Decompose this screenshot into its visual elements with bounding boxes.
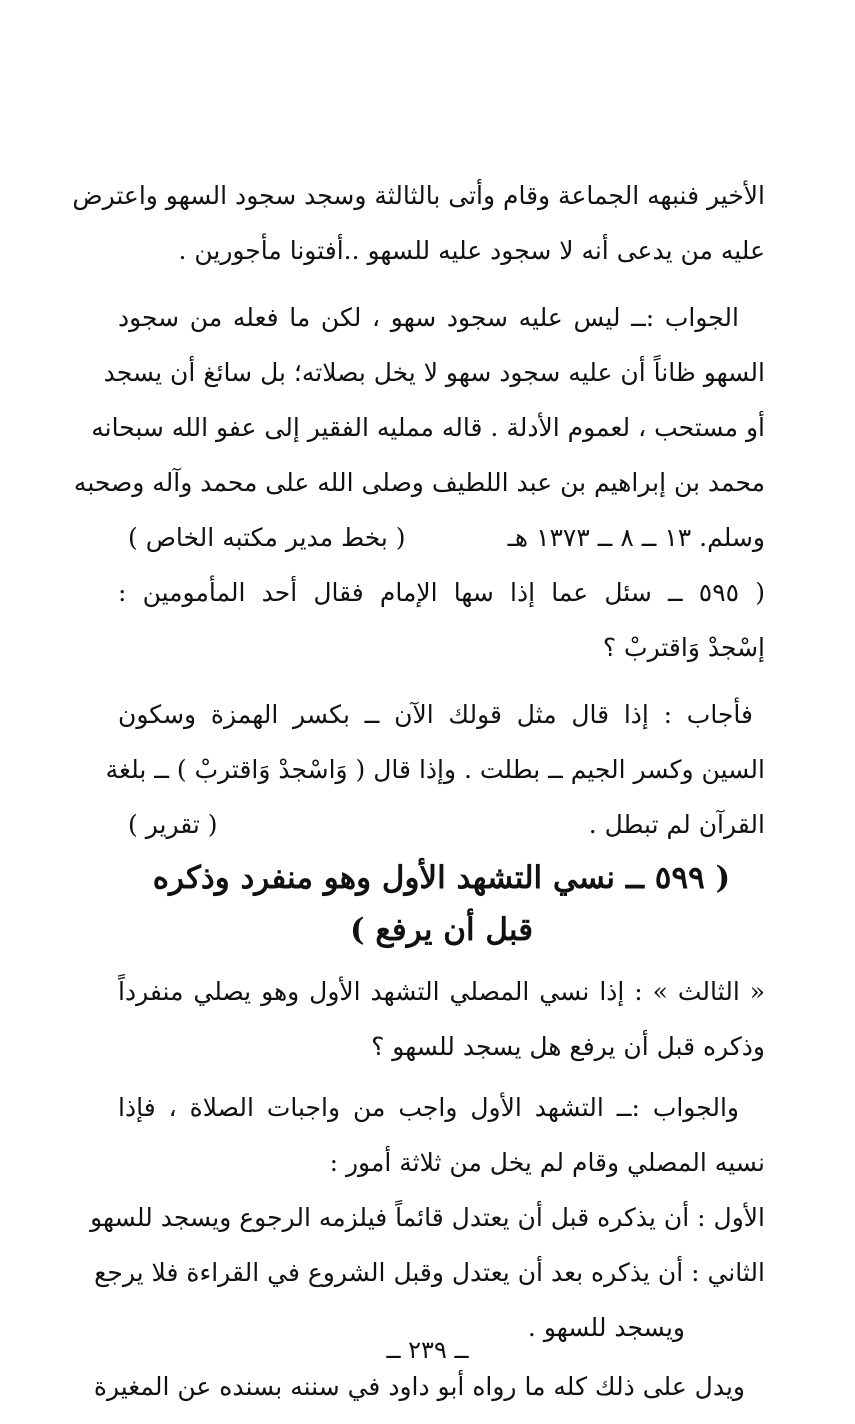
text-line: عليه من يدعى أنه لا سجود عليه للسهو ..أفتونا مأجورين . <box>178 236 765 265</box>
text-line: الجواب :ــ ليس عليه سجود سهو ، لكن ما فعله من سجود <box>118 303 739 332</box>
answer-595 <box>105 687 765 852</box>
document-page <box>72 168 765 1414</box>
question-599 <box>118 964 765 1074</box>
text-line: ويسجد للسهو . <box>527 1313 685 1342</box>
paragraph-answer <box>73 290 765 565</box>
text-line: السهو ظاناً أن عليه سجود سهو لا يخل بصلاته؛ بل سائغ أن يسجد <box>103 358 765 387</box>
text-line: إسْجدْ وَاقتربْ ؟ <box>602 633 765 662</box>
text-line-end: القرآن لم تبطل . <box>588 810 765 839</box>
text-line: السين وكسر الجيم ــ بطلت . وإذا قال ( وَاسْجدْ وَاقتربْ ) ــ بلغة <box>105 755 765 784</box>
text-line: وذكره قبل أن يرفع هل يسجد للسهو ؟ <box>371 1032 765 1061</box>
heading-line: ( ٥٩٩ ــ نسي التشهد الأول وهو منفرد وذكره <box>152 860 731 896</box>
answer-599 <box>90 1080 765 1355</box>
text-line: فأجاب : إذا قال مثل قولك الآن ــ بكسر الهمزة وسكون <box>118 700 753 729</box>
page-number: ــ ٢٣٩ ــ <box>386 1336 469 1364</box>
signature-line <box>118 510 765 565</box>
source-note: ( تقرير ) <box>128 810 218 839</box>
text-line: أو مستحب ، لعموم الأدلة . قاله ممليه الفقير إلى عفو الله سبحانه <box>91 413 765 442</box>
text-line: « الثالث » : إذا نسي المصلي التشهد الأول وهو يصلي منفرداً <box>118 977 765 1006</box>
heading-line: قبل أن يرفع ) <box>349 912 534 948</box>
section-heading <box>118 852 765 956</box>
signature-date: وسلم. ١٣ ــ ٨ ــ ١٣٧٣ هـ <box>507 523 765 552</box>
text-line: ويدل على ذلك كله ما رواه أبو داود في سننه بسنده عن المغيرة <box>93 1372 745 1401</box>
text-line: والجواب :ــ التشهد الأول واجب من واجبات الصلاة ، فإذا <box>118 1093 739 1122</box>
text-line: الأول : أن يذكره قبل أن يعتدل قائماً فيلزمه الرجوع ويسجد للسهو <box>90 1203 765 1232</box>
text-line: نسيه المصلي وقام لم يخل من ثلاثة أمور : <box>329 1148 765 1177</box>
question-595 <box>118 565 765 675</box>
text-line: الأخير فنبهه الجماعة وقام وأتى بالثالثة وسجد سجود السهو واعترض <box>72 181 765 210</box>
text-line <box>118 797 765 852</box>
paragraph-question-end <box>72 168 765 278</box>
text-line: ( ٥٩٥ ــ سئل عما إذا سها الإمام فقال أحد المأمومين : <box>118 578 765 607</box>
source-note: ( بخط مدير مكتبه الخاص ) <box>128 523 406 552</box>
text-line: محمد بن إبراهيم بن عبد اللطيف وصلى الله على محمد وآله وصحبه <box>73 468 765 497</box>
text-line: الثاني : أن يذكره بعد أن يعتدل وقبل الشروع في القراءة فلا يرجع <box>94 1258 765 1287</box>
